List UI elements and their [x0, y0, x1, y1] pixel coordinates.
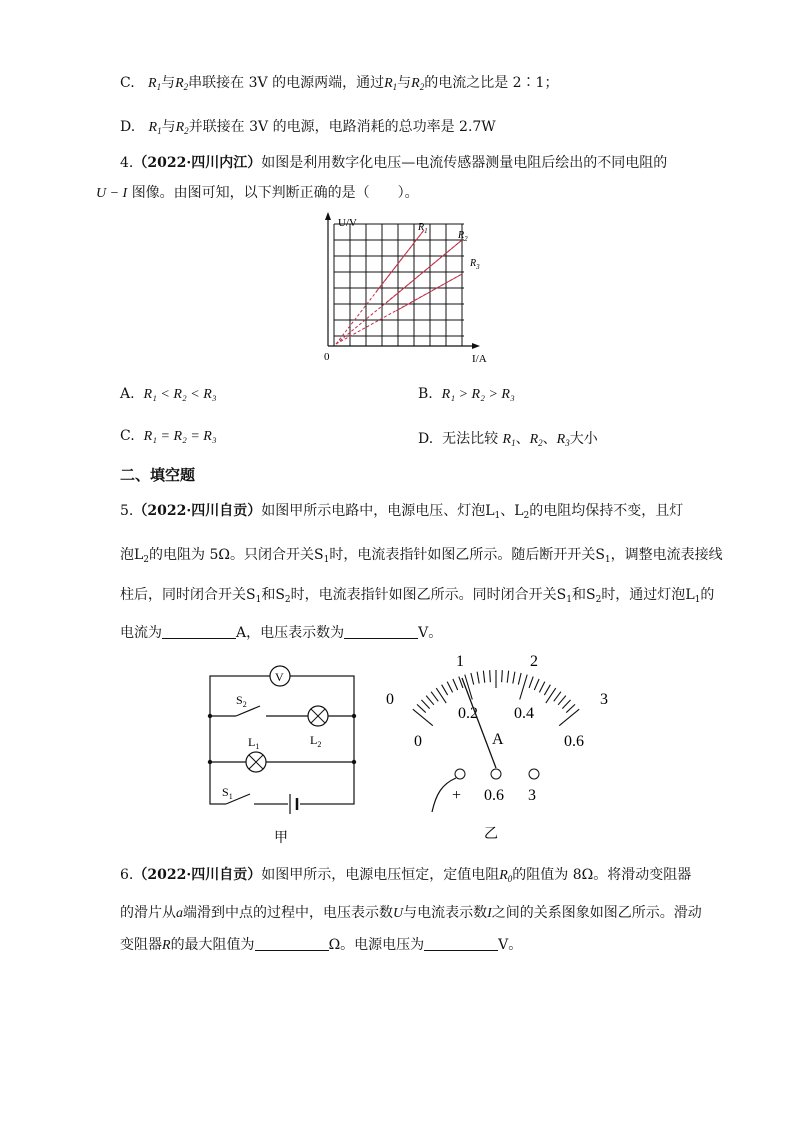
terminal-plus	[455, 769, 465, 779]
caption-jia: 甲	[274, 831, 288, 846]
r3-label: $R_3$	[470, 258, 480, 271]
svg-text:0.6: 0.6	[564, 733, 584, 750]
dial-tick	[426, 696, 434, 705]
dial-tick	[507, 671, 508, 683]
q4-option-d: D. 无法比较 $R_1$、$R_2$、$R_3$大小	[418, 431, 598, 448]
ammeter-dial	[376, 648, 636, 848]
q4-stem-line1: 4.（2022·四川内江）如图是利用数字化电压—电流传感器测量电阻后绘出的不同电阻的	[120, 155, 668, 171]
dial-tick	[442, 685, 448, 695]
source-tag: （2022·四川内江）	[133, 155, 262, 171]
answer-blank[interactable]	[424, 938, 498, 951]
terminal-0.6	[491, 769, 501, 779]
dial-tick	[566, 704, 575, 712]
q5-line1: 5.（2022·四川自贡）如图甲所示电路中，电源电压、灯泡$L_1$、$L_2$的电阻均保持不变，且灯	[120, 503, 684, 521]
option-letter: D.	[120, 119, 136, 135]
dial-tick	[559, 709, 579, 726]
svg-text:1: 1	[456, 653, 464, 670]
svg-text:0: 0	[386, 691, 394, 708]
svg-text:L1: $L_1$	[248, 735, 260, 751]
answer-blank[interactable]	[255, 938, 329, 951]
q4-option-c: C. R₁ = R₂ = R₃	[120, 428, 217, 444]
q5-line2: 泡$L_2$的电阻为 5Ω。只闭合开关$S_1$时，电流表指针如图乙所示。随后断开开关$S_1$，调整电流表接线	[120, 547, 723, 565]
dial-tick	[544, 685, 550, 695]
svg-text:3: 3	[528, 787, 536, 804]
q5-line4: 电流为 A，电压表示数为 V。	[120, 625, 443, 641]
dial-tick	[562, 700, 570, 709]
r2-label: $R_2$	[458, 230, 468, 243]
circuit-diagram	[196, 660, 366, 850]
dial-tick	[490, 670, 491, 682]
q3-option-d: D. $R_1$与$R_2$并联接在 3V 的电源，电路消耗的总功率是 2.7W	[120, 119, 496, 136]
q4-option-b: B. R₁ > R₂ > R₃	[418, 386, 515, 402]
section-title: 二、填空题	[120, 466, 196, 484]
q6-line3: 变阻器R的最大阻值为 Ω。电源电压为 V。	[120, 937, 523, 953]
dial-tick	[417, 704, 426, 712]
dial-tick	[477, 672, 479, 684]
dial-tick	[529, 677, 533, 688]
needle	[462, 678, 496, 768]
dial-tick	[431, 692, 438, 702]
unit-label: A	[492, 731, 504, 748]
y-label: U/V	[338, 217, 357, 229]
dial-tick	[520, 675, 528, 700]
q6-line1: 6.（2022·四川自贡）如图甲所示，电源电压恒定，定值电阻$R_0$的阻值为 8Ω。将滑动变阻器	[120, 867, 692, 884]
r1-symbol: $R_1$	[148, 76, 162, 92]
svg-text:V: V	[275, 670, 284, 684]
dial-tick	[502, 670, 503, 682]
dial-tick	[518, 673, 521, 685]
dial-tick	[447, 682, 452, 693]
svg-text:L2: $L_2$	[310, 733, 322, 749]
answer-blank[interactable]	[344, 626, 418, 639]
dial-tick	[513, 672, 515, 684]
q4-option-a: A. R₁ < R₂ < R₃	[120, 386, 217, 402]
svg-text:0.4: 0.4	[514, 705, 534, 722]
q4-stem-line2: U − I 图像。由图可知，以下判断正确的是（ ）。	[96, 185, 419, 201]
svg-text:3: 3	[600, 691, 608, 708]
ui-label: U − I	[96, 186, 128, 201]
answer-blank[interactable]	[162, 626, 236, 639]
dial-tick	[453, 679, 458, 690]
origin-label: 0	[324, 351, 330, 363]
svg-text:0.6: 0.6	[484, 787, 504, 804]
svg-text:+: +	[452, 787, 462, 804]
q5-line3: 柱后，同时闭合开关$S_1$和$S_2$时，电流表指针如图乙所示。同时闭合开关$S_1$和$S_2$时，通过灯泡$L_1$的	[120, 587, 715, 605]
dial-tick	[534, 679, 539, 690]
dial-tick	[558, 696, 566, 705]
dial-tick	[413, 709, 433, 726]
terminal-3	[529, 769, 539, 779]
svg-text:0.2: 0.2	[458, 705, 478, 722]
x-label: I/A	[472, 353, 487, 365]
dial-tick	[554, 692, 561, 702]
dial-tick	[539, 682, 544, 693]
q3-option-c: C. $R_1$与$R_2$串联接在 3V 的电源两端，通过$R_1$与$R_2$的电流之比是 2∶1；	[120, 75, 559, 92]
ui-graph	[316, 210, 506, 370]
svg-text:S1: $S_1$	[222, 785, 233, 801]
svg-text:2: 2	[530, 653, 538, 670]
caption-yi: 乙	[484, 827, 498, 842]
dial-tick	[483, 671, 484, 683]
option-letter: C.	[120, 75, 135, 91]
svg-text:0: 0	[414, 733, 422, 750]
svg-text:S2: $S_2$	[236, 693, 247, 709]
r1-label: $R_1$	[418, 222, 428, 235]
dial-tick	[471, 673, 474, 685]
q6-line2: 的滑片从a端滑到中点的过程中，电压表示数U与电流表示数I之间的关系图象如图乙所示。滑动	[120, 905, 702, 921]
dial-tick	[421, 700, 429, 709]
